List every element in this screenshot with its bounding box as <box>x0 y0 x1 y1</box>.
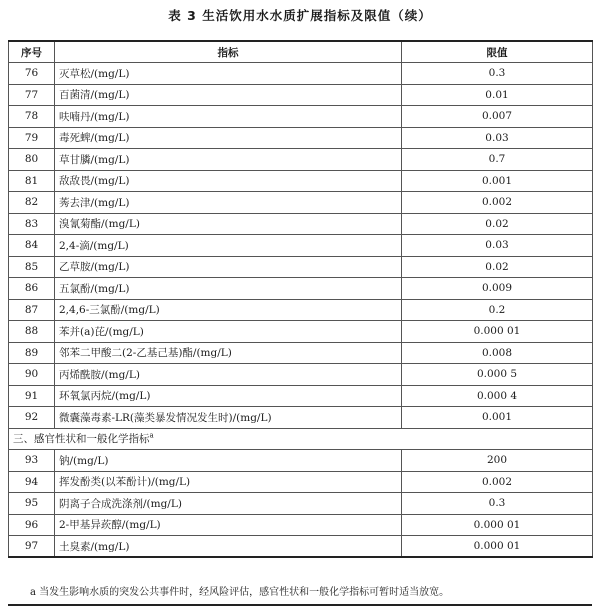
section-heading <box>9 428 593 450</box>
row-limit: 0.7 <box>402 149 593 171</box>
row-limit: 0.002 <box>402 192 593 214</box>
row-indicator: 敌敌畏/(mg/L) <box>55 170 402 192</box>
row-indicator: 2-甲基异莰醇/(mg/L) <box>55 514 402 536</box>
row-limit: 0.000 5 <box>402 364 593 386</box>
row-limit: 0.3 <box>402 493 593 515</box>
water-quality-table <box>8 40 593 558</box>
table-row <box>9 385 593 407</box>
table-row <box>9 450 593 472</box>
row-limit: 0.03 <box>402 127 593 149</box>
row-limit: 0.03 <box>402 235 593 257</box>
header-no: 序号 <box>9 41 55 63</box>
table-row <box>9 471 593 493</box>
row-number: 95 <box>9 493 55 515</box>
table-row <box>9 364 593 386</box>
row-limit: 0.001 <box>402 170 593 192</box>
table-row <box>9 192 593 214</box>
row-indicator: 莠去津/(mg/L) <box>55 192 402 214</box>
row-limit: 0.02 <box>402 256 593 278</box>
table-row <box>9 514 593 536</box>
header-limit: 限值 <box>402 41 593 63</box>
row-limit: 200 <box>402 450 593 472</box>
row-limit: 0.02 <box>402 213 593 235</box>
table-row <box>9 84 593 106</box>
row-number: 83 <box>9 213 55 235</box>
row-number: 94 <box>9 471 55 493</box>
header-row <box>9 41 593 63</box>
row-limit: 0.000 01 <box>402 536 593 558</box>
section-body <box>9 428 593 450</box>
row-indicator: 五氯酚/(mg/L) <box>55 278 402 300</box>
row-indicator: 溴氰菊酯/(mg/L) <box>55 213 402 235</box>
row-number: 84 <box>9 235 55 257</box>
row-number: 80 <box>9 149 55 171</box>
row-indicator: 毒死蜱/(mg/L) <box>55 127 402 149</box>
footnote: a 当发生影响水质的突发公共事件时，经风险评估，感官性状和一般化学指标可暂时适当放宽。 <box>8 584 592 606</box>
row-number: 78 <box>9 106 55 128</box>
row-number: 87 <box>9 299 55 321</box>
row-number: 91 <box>9 385 55 407</box>
table-row <box>9 256 593 278</box>
row-indicator: 2,4,6-三氯酚/(mg/L) <box>55 299 402 321</box>
row-indicator: 阴离子合成洗涤剂/(mg/L) <box>55 493 402 515</box>
table-row <box>9 278 593 300</box>
row-limit: 0.000 4 <box>402 385 593 407</box>
row-indicator: 乙草胺/(mg/L) <box>55 256 402 278</box>
table-row <box>9 170 593 192</box>
row-number: 88 <box>9 321 55 343</box>
row-number: 79 <box>9 127 55 149</box>
row-limit: 0.009 <box>402 278 593 300</box>
row-limit: 0.000 01 <box>402 514 593 536</box>
table-row <box>9 407 593 429</box>
row-indicator: 土臭素/(mg/L) <box>55 536 402 558</box>
table-row <box>9 321 593 343</box>
row-number: 92 <box>9 407 55 429</box>
row-indicator: 灭草松/(mg/L) <box>55 63 402 85</box>
row-limit: 0.01 <box>402 84 593 106</box>
row-indicator: 丙烯酰胺/(mg/L) <box>55 364 402 386</box>
table-row <box>9 342 593 364</box>
table-row <box>9 127 593 149</box>
row-number: 76 <box>9 63 55 85</box>
table-row <box>9 213 593 235</box>
row-number: 86 <box>9 278 55 300</box>
row-indicator: 百菌清/(mg/L) <box>55 84 402 106</box>
table-row <box>9 536 593 558</box>
row-limit: 0.3 <box>402 63 593 85</box>
rows-a <box>9 63 593 429</box>
table-row <box>9 299 593 321</box>
row-number: 81 <box>9 170 55 192</box>
row-limit: 0.000 01 <box>402 321 593 343</box>
rows-b <box>9 450 593 558</box>
table-row <box>9 493 593 515</box>
table-row <box>9 63 593 85</box>
row-number: 89 <box>9 342 55 364</box>
row-number: 82 <box>9 192 55 214</box>
row-limit: 0.008 <box>402 342 593 364</box>
row-limit: 0.001 <box>402 407 593 429</box>
table-row <box>9 106 593 128</box>
row-indicator: 钠/(mg/L) <box>55 450 402 472</box>
row-indicator: 挥发酚类(以苯酚计)/(mg/L) <box>55 471 402 493</box>
row-number: 77 <box>9 84 55 106</box>
row-indicator: 环氧氯丙烷/(mg/L) <box>55 385 402 407</box>
row-limit: 0.2 <box>402 299 593 321</box>
table-row <box>9 235 593 257</box>
section-label: 三、感官性状和一般化学指标 <box>13 433 150 446</box>
table-row <box>9 149 593 171</box>
row-indicator: 2,4-滴/(mg/L) <box>55 235 402 257</box>
row-indicator: 微囊藻毒素-LR(藻类暴发情况发生时)/(mg/L) <box>55 407 402 429</box>
row-number: 96 <box>9 514 55 536</box>
row-indicator: 邻苯二甲酸二(2-乙基己基)酯/(mg/L) <box>55 342 402 364</box>
row-number: 90 <box>9 364 55 386</box>
row-limit: 0.007 <box>402 106 593 128</box>
row-indicator: 苯并(a)芘/(mg/L) <box>55 321 402 343</box>
header-indicator: 指标 <box>55 41 402 63</box>
table-title: 表 3 生活饮用水水质扩展指标及限值（续） <box>168 8 432 23</box>
row-indicator: 草甘膦/(mg/L) <box>55 149 402 171</box>
section-footnote-marker: a <box>149 431 154 440</box>
row-limit: 0.002 <box>402 471 593 493</box>
section-row <box>9 428 593 450</box>
row-indicator: 呋喃丹/(mg/L) <box>55 106 402 128</box>
row-number: 85 <box>9 256 55 278</box>
row-number: 93 <box>9 450 55 472</box>
row-number: 97 <box>9 536 55 558</box>
